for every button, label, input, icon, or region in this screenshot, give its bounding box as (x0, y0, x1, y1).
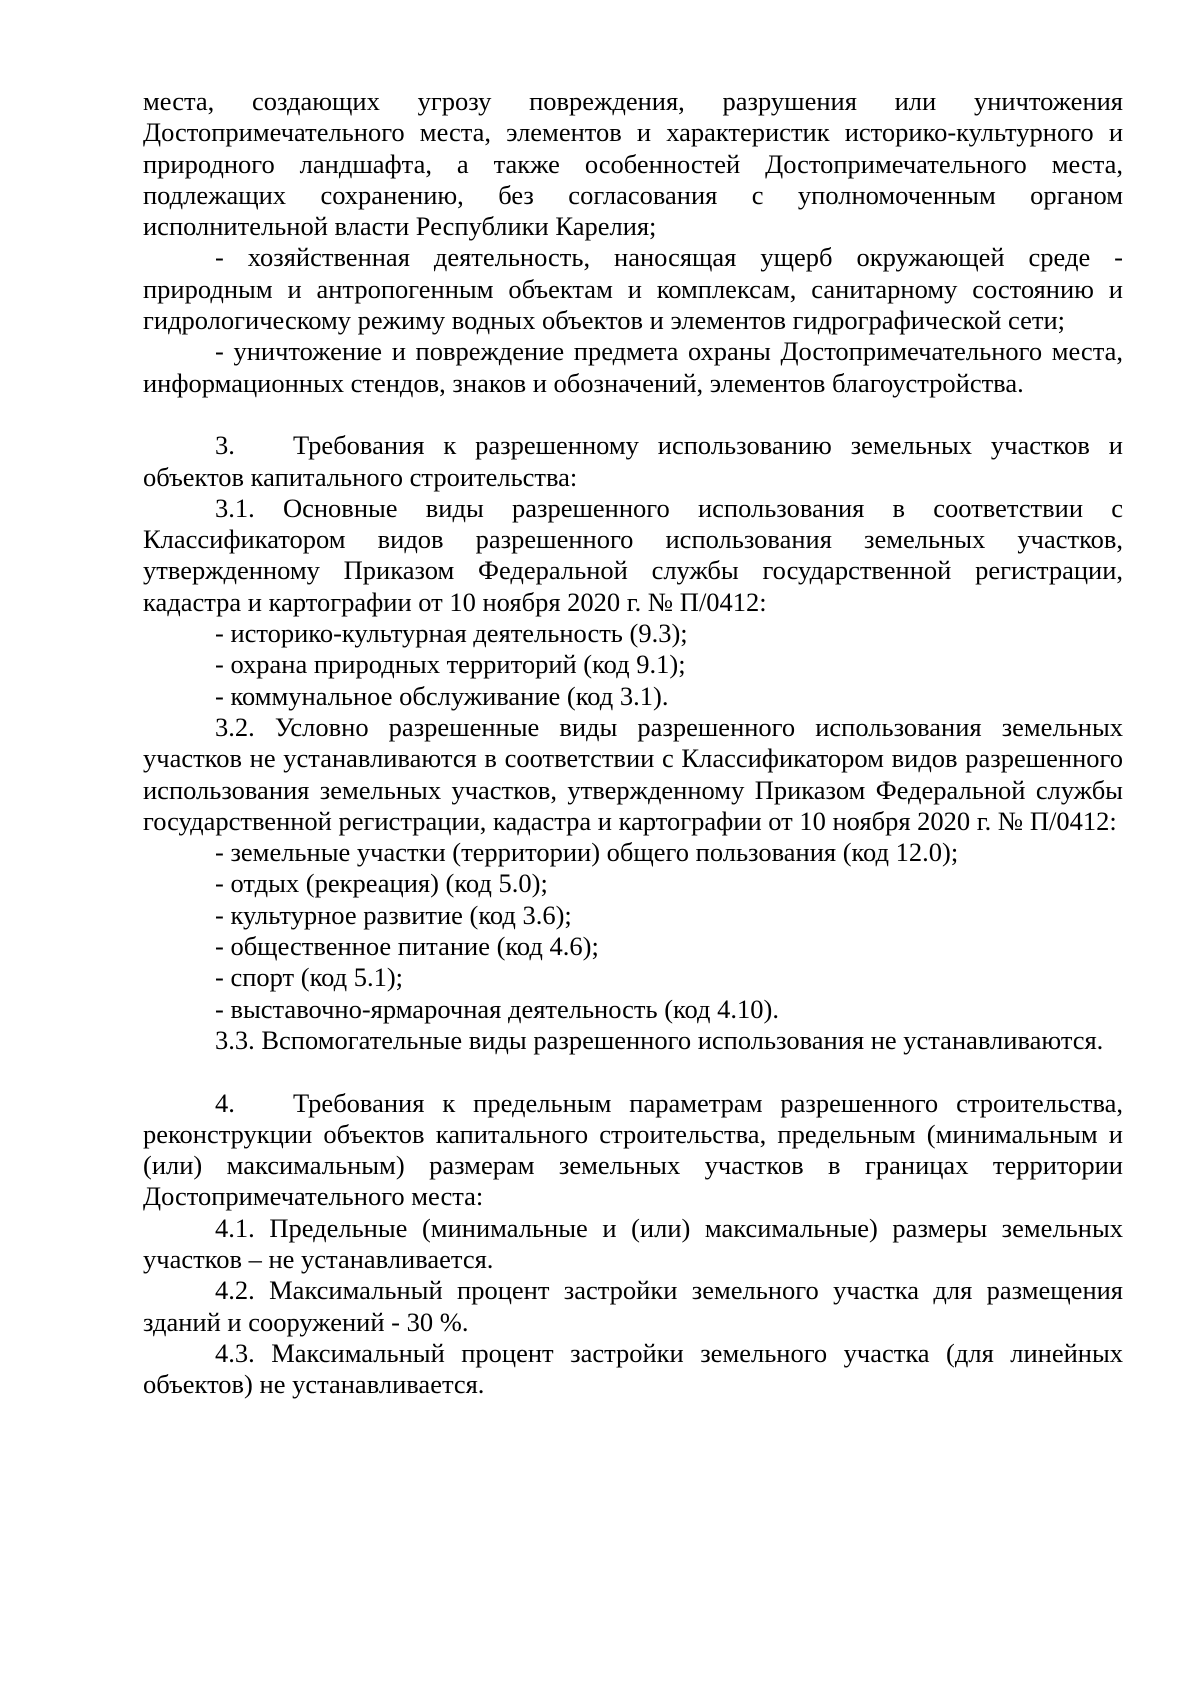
section-4-heading (143, 1088, 1123, 1213)
list-item: - отдых (рекреация) (код 5.0); (215, 868, 548, 899)
document-page (143, 86, 1123, 1400)
list-item: - общественное питание (код 4.6); (215, 931, 599, 962)
list-item: - земельные участки (территории) общего пользования (код 12.0); (215, 837, 959, 868)
list-item: - охрана природных территорий (код 9.1); (215, 649, 686, 680)
intro-paragraph-economic-activity: - хозяйственная деятельность, наносящая ущерб окружающей среде - природным и антропогенным объектам и комплексам, санитарному состоянию и гидрологическому режиму водных объектов и элементов гидрографической сети; (143, 242, 1123, 336)
list-item: - выставочно-ярмарочная деятельность (код 4.10). (215, 993, 779, 1024)
section-4-title: Требования к предельным параметрам разрешенного строительства, реконструкции объектов капитального строительства, предельным (минимальным и (или) максимальным) размерам земельных участков в границах территории Достопримечательного места: (143, 1087, 1123, 1212)
section-3-number: 3. (215, 430, 235, 461)
spacer (143, 399, 1123, 430)
clause-4-1: 4.1. Предельные (минимальные и (или) максимальные) размеры земельных участков – не устанавливается. (143, 1212, 1123, 1274)
clause-4-3: 4.3. Максимальный процент застройки земельного участка (для линейных объектов) не устанавливается. (143, 1337, 1123, 1400)
intro-paragraph-continuation: места, создающих угрозу повреждения, разрушения или уничтожения Достопримечательного места, элементов и характеристик историко-культурного и природного ландшафта, а также особенностей Достопримечательного места, подлежащих сохранению, без согласования с уполномоченным органом исполнительной власти Республики Карелия; (143, 86, 1123, 242)
list-item: - культурное развитие (код 3.6); (215, 899, 572, 930)
spacer (143, 1056, 1123, 1087)
clause-3-2: 3.2. Условно разрешенные виды разрешенного использования земельных участков не устанавливаются в соответствии с Классификатором видов разрешенного использования земельных участков, утвержденному Приказом Федеральной службы государственной регистрации, кадастра и картографии от 10 ноября 2020 г. № П/0412: (143, 711, 1123, 836)
list-item: - спорт (код 5.1); (215, 962, 404, 993)
intro-paragraph-destruction: - уничтожение и повреждение предмета охраны Достопримечательного места, информационных стендов, знаков и обозначений, элементов благоустройства. (143, 336, 1123, 398)
clause-4-2: 4.2. Максимальный процент застройки земельного участка для размещения зданий и сооружений - 30 %. (143, 1275, 1123, 1337)
list-item: - коммунальное обслуживание (код 3.1). (215, 680, 669, 711)
section-3-heading (143, 430, 1123, 493)
clause-3-3: 3.3. Вспомогательные виды разрешенного использования не устанавливаются. (215, 1024, 1104, 1055)
clause-3-1: 3.1. Основные виды разрешенного использования в соответствии с Классификатором видов разрешенного использования земельных участков, утвержденному Приказом Федеральной службы государственной регистрации, кадастра и картографии от 10 ноября 2020 г. № П/0412: (143, 492, 1123, 617)
list-item: - историко-культурная деятельность (9.3); (215, 618, 688, 649)
section-4-number: 4. (215, 1087, 235, 1118)
section-3-title: Требования к разрешенному использованию земельных участков и объектов капитального строительства: (143, 430, 1123, 492)
